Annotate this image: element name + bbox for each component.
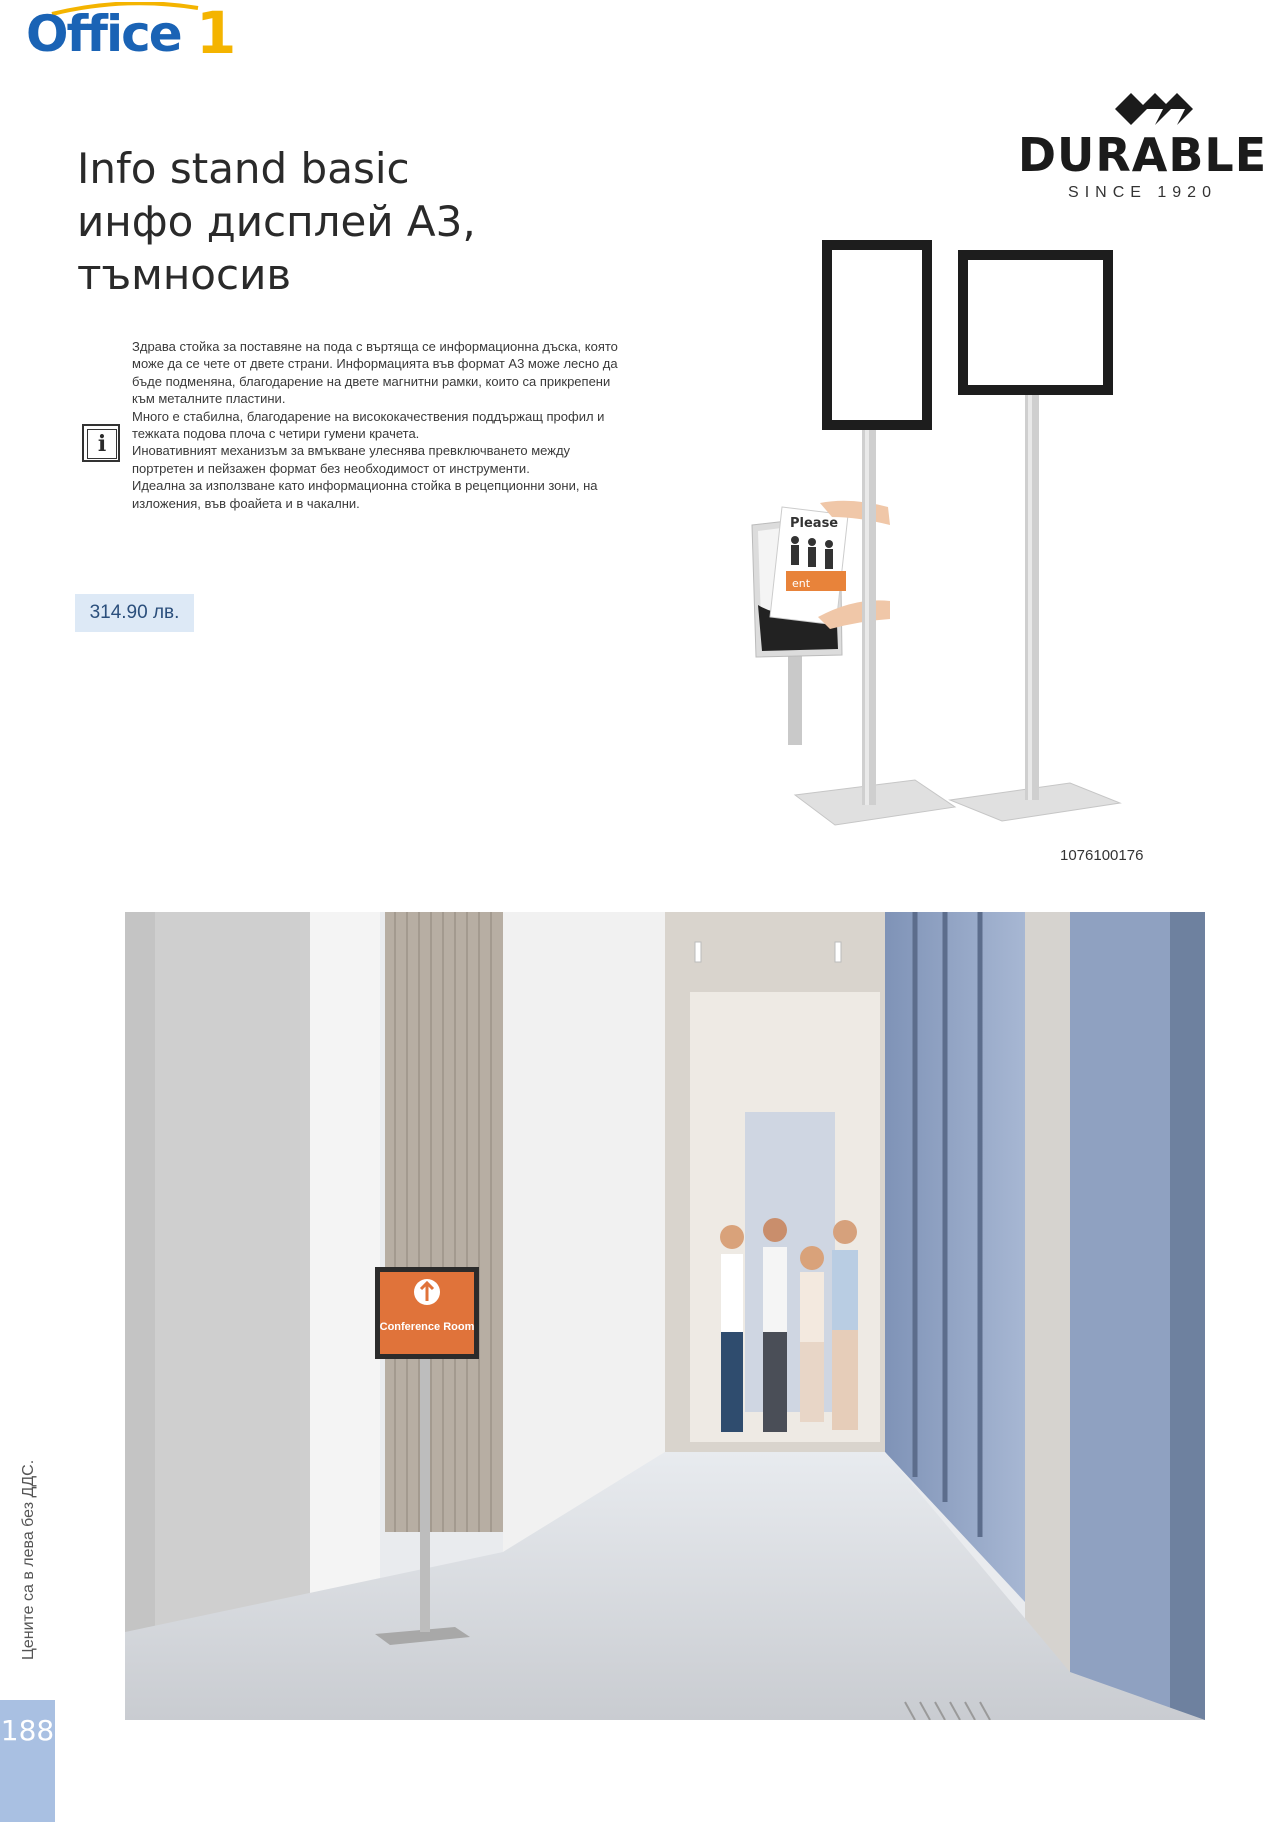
- description-paragraph: Здрава стойка за поставяне на пода с въртяща се информационна дъска, която може да се чете от двете страни. Информацията във формат А3 може лесно да бъде подменяна, благодарение на двете магнитни рамки, които са прикрепени към металните пластини.: [132, 339, 618, 407]
- product-title: [77, 142, 597, 301]
- illustration-sign-text: Please: [790, 516, 839, 531]
- logo-wordmark: Office: [26, 5, 181, 63]
- stand-landscape: [950, 250, 1120, 821]
- title-line-1: Info stand basic: [77, 144, 410, 193]
- durable-logo: [1005, 88, 1280, 208]
- price-disclaimer: Цените са в лева без ДДС.: [20, 1459, 37, 1660]
- logo-digit: 1: [196, 0, 237, 67]
- durable-chevron-icon: [1115, 88, 1195, 130]
- description-paragraph: Много е стабилна, благодарение на висококачествения поддържащ профил и тежката подова плоча с четири гумени крачета.: [132, 408, 605, 442]
- product-image: [740, 225, 1280, 835]
- info-icon: i: [82, 424, 120, 462]
- title-line-2: инфо дисплей А3,: [77, 197, 476, 246]
- description-paragraph: Иновативният механизъм за вмъкване улеснява превключването между портретен и пейзажен формат без необходимост от инструменти.: [132, 443, 571, 476]
- product-sku: 1076100176: [1060, 847, 1144, 864]
- page-number: 188: [0, 1714, 55, 1747]
- scene-sign-text: Conference Room: [379, 1321, 475, 1333]
- office1-logo: [20, 0, 237, 67]
- durable-since: SINCE 1920: [1068, 184, 1217, 201]
- description-paragraph: Идеална за използване като информационна стойка в рецепционни зони, на изложения, във фоайета и в чакални.: [132, 478, 598, 511]
- durable-wordmark: DURABLE: [1017, 128, 1268, 182]
- product-description: [132, 338, 632, 512]
- title-line-3: тъмносив: [77, 250, 292, 299]
- page-number-tab: [0, 1700, 55, 1822]
- illustration-sign-text2: ent: [792, 577, 811, 590]
- scene-photo: [125, 912, 1205, 1720]
- price-tag: 314.90 лв.: [75, 594, 194, 632]
